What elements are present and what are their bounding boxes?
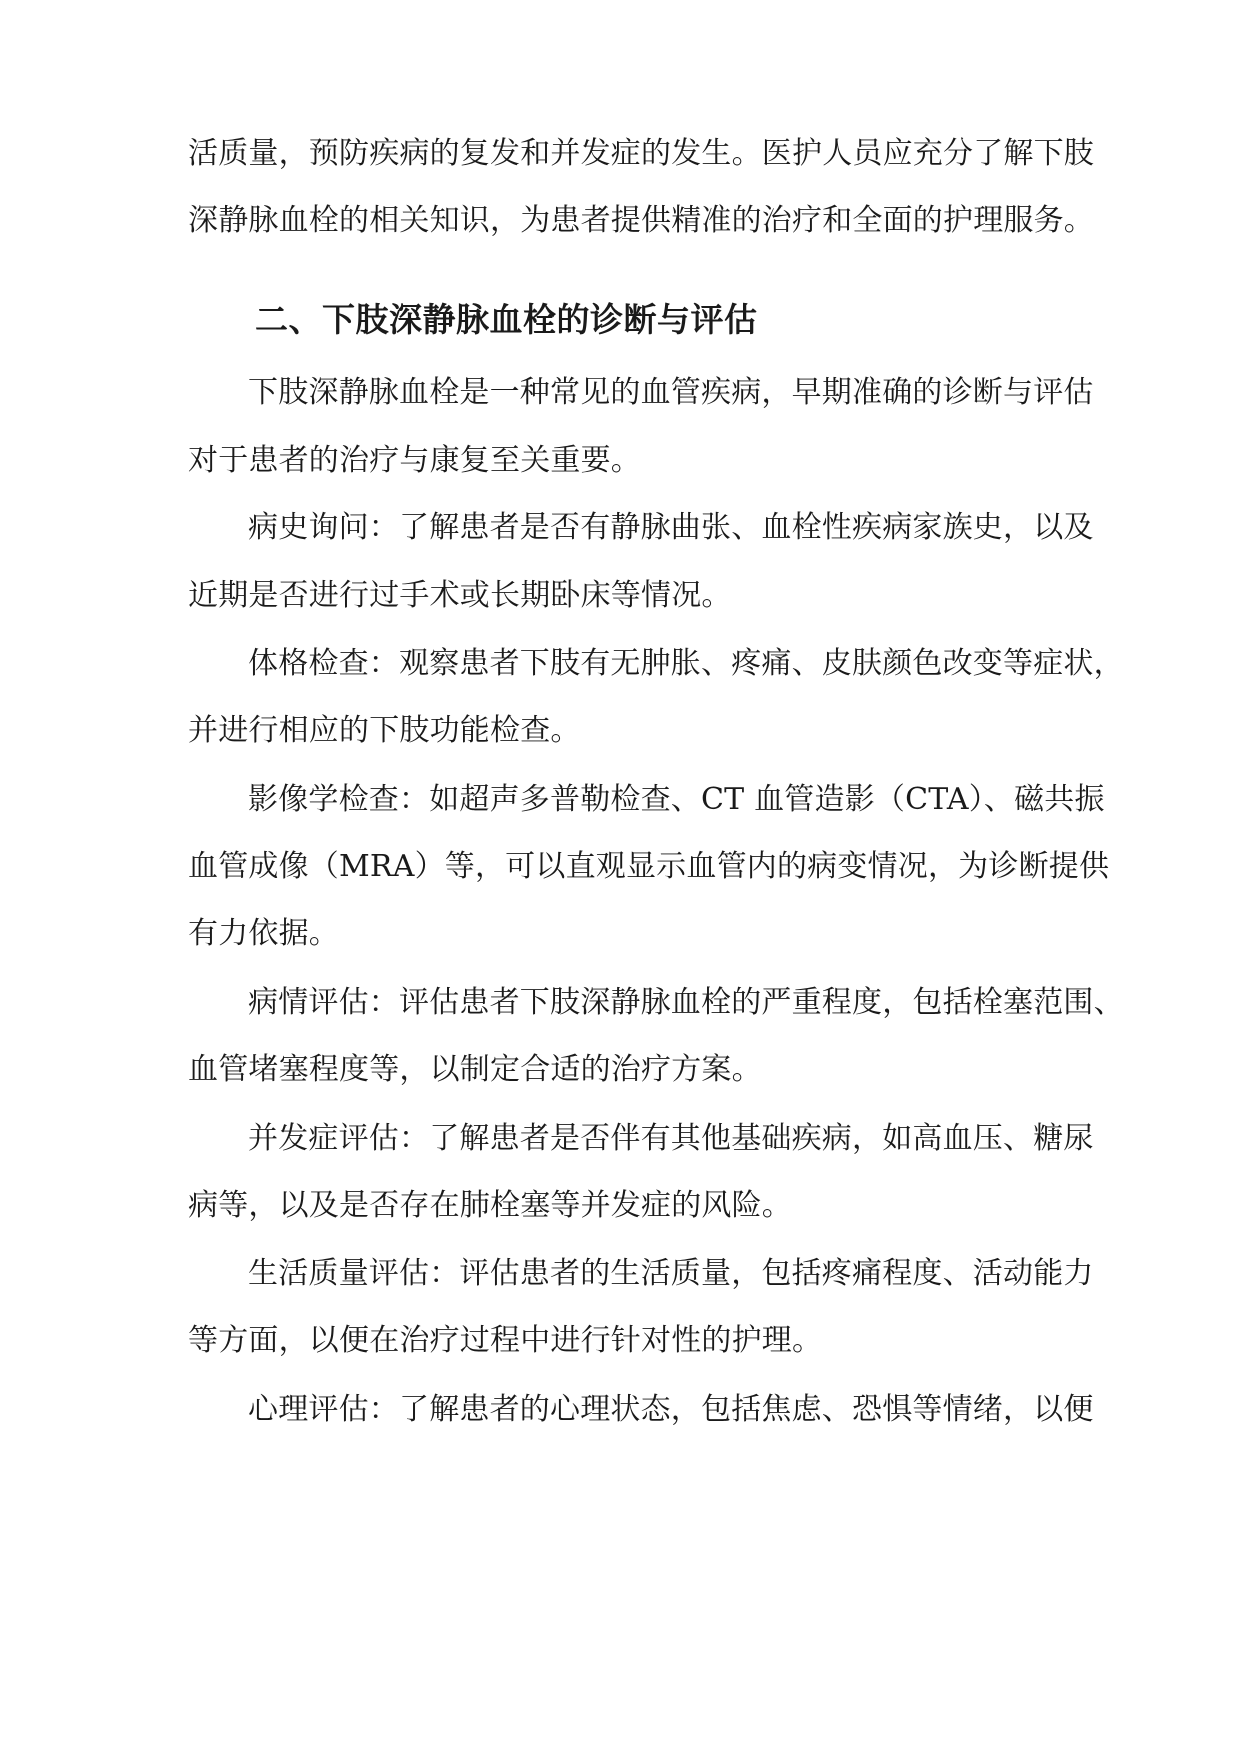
paragraph-line: 活质量，预防疾病的复发和并发症的发生。医护人员应充分了解下肢 — [188, 136, 1094, 171]
paragraph-line: 生活质量评估：评估患者的生活质量，包括疼痛程度、活动能力 — [248, 1256, 1094, 1291]
paragraph-line: 下肢深静脉血栓是一种常见的血管疾病，早期准确的诊断与评估 — [248, 375, 1094, 410]
paragraph-line: 体格检查：观察患者下肢有无肿胀、疼痛、皮肤颜色改变等症状， — [248, 646, 1124, 681]
paragraph-line: 血管成像（MRA）等，可以直观显示血管内的病变情况，为诊断提供 — [188, 849, 1110, 884]
paragraph-line: 影像学检查：如超声多普勒检查、CT 血管造影（CTA）、磁共振 — [248, 782, 1105, 817]
paragraph-line: 并发症评估：了解患者是否伴有其他基础疾病，如高血压、糖尿 — [248, 1121, 1094, 1156]
paragraph-line: 病史询问：了解患者是否有静脉曲张、血栓性疾病家族史，以及 — [248, 510, 1094, 545]
paragraph-line: 有力依据。 — [188, 916, 339, 951]
paragraph-line: 深静脉血栓的相关知识，为患者提供精准的治疗和全面的护理服务。 — [188, 203, 1094, 238]
paragraph-line: 并进行相应的下肢功能检查。 — [188, 713, 581, 748]
paragraph-line: 心理评估：了解患者的心理状态，包括焦虑、恐惧等情绪，以便 — [248, 1392, 1094, 1427]
paragraph-line: 近期是否进行过手术或长期卧床等情况。 — [188, 578, 732, 613]
paragraph-line: 等方面，以便在治疗过程中进行针对性的护理。 — [188, 1323, 823, 1358]
paragraph-line: 病等，以及是否存在肺栓塞等并发症的风险。 — [188, 1188, 792, 1223]
paragraph-line: 对于患者的治疗与康复至关重要。 — [188, 443, 641, 478]
paragraph-line: 血管堵塞程度等，以制定合适的治疗方案。 — [188, 1052, 762, 1087]
paragraph-line: 病情评估：评估患者下肢深静脉血栓的严重程度，包括栓塞范围、 — [248, 985, 1124, 1020]
section-heading: 二、下肢深静脉血栓的诊断与评估 — [255, 300, 758, 339]
